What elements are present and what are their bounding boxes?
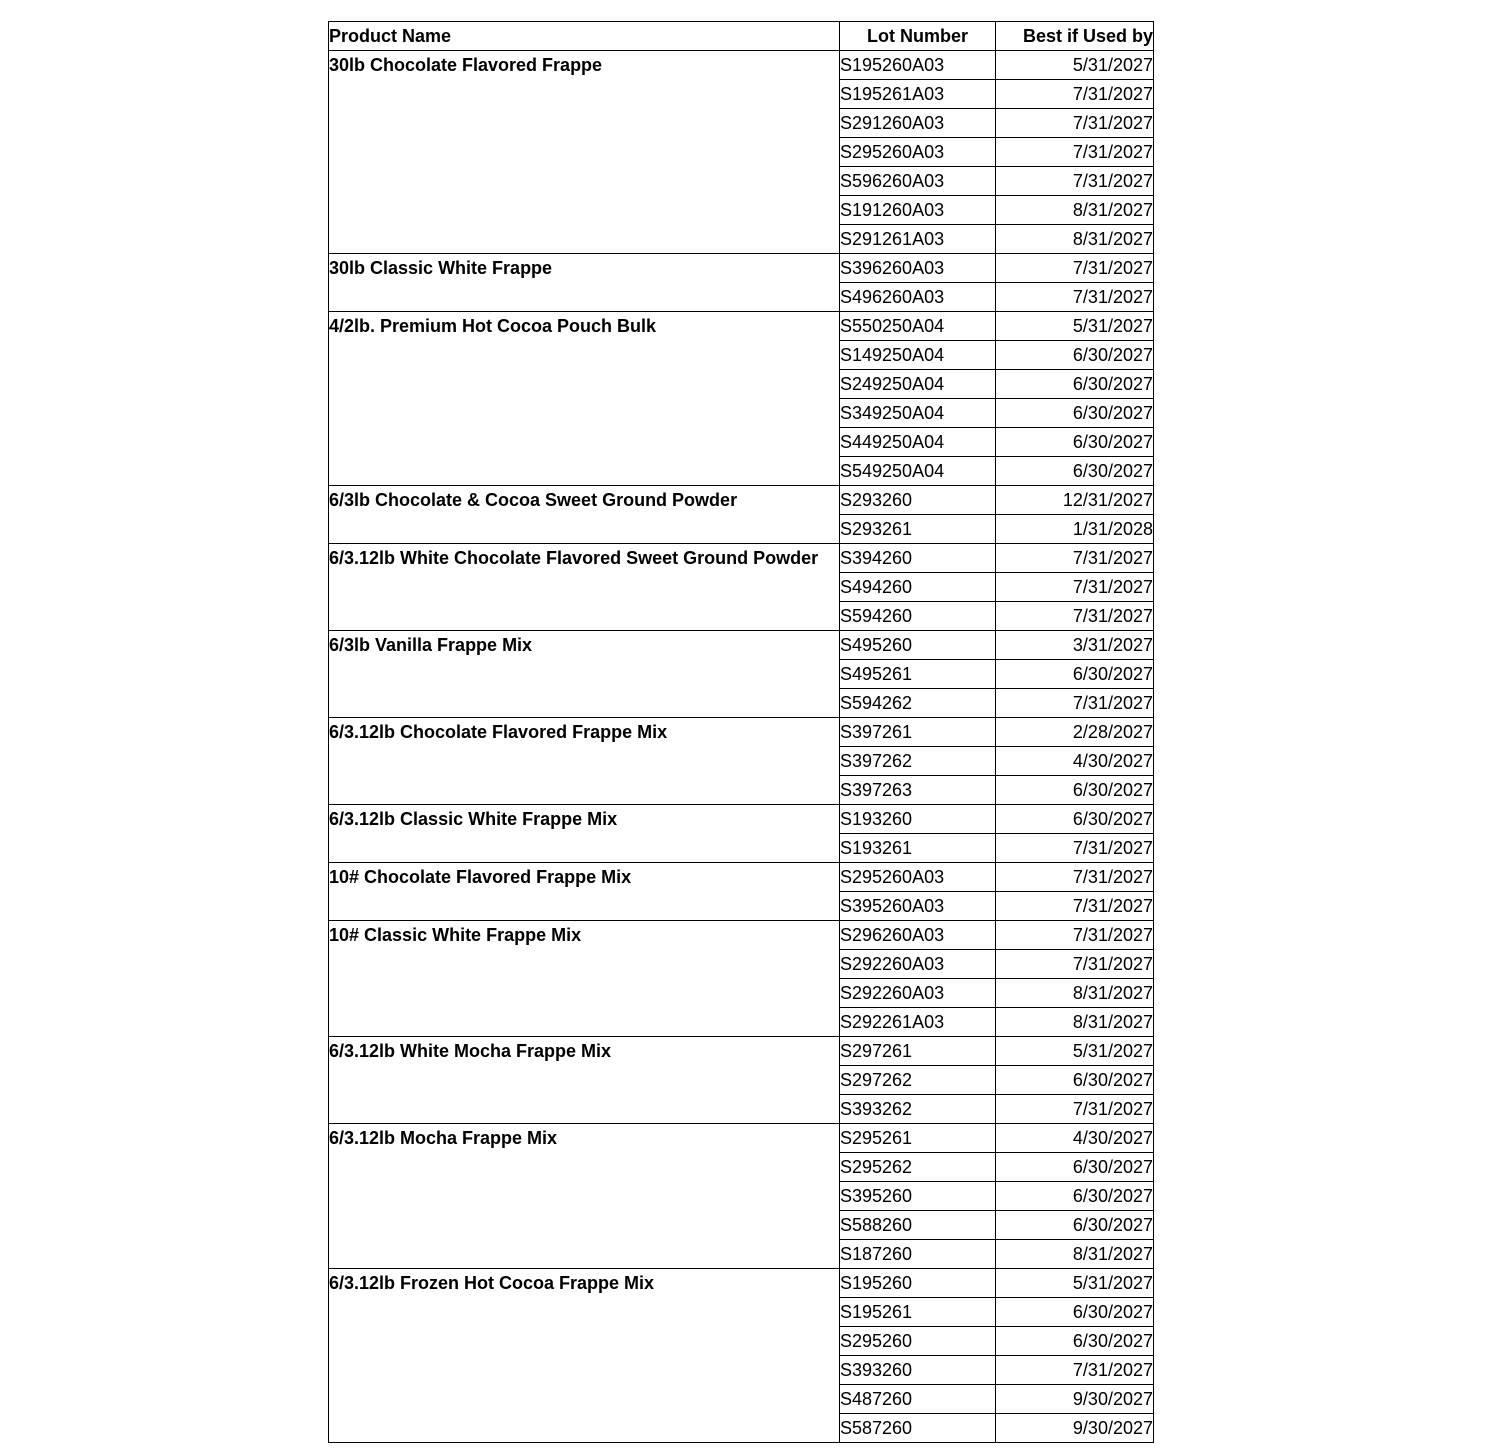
product-name-cell: 6/3.12lb Classic White Frappe Mix [329, 805, 840, 863]
best-by-date-cell: 6/30/2027 [996, 805, 1154, 834]
best-by-date-cell: 2/28/2027 [996, 718, 1154, 747]
best-by-date-cell: 1/31/2028 [996, 515, 1154, 544]
best-by-date-cell: 7/31/2027 [996, 283, 1154, 312]
best-by-date-cell: 7/31/2027 [996, 109, 1154, 138]
best-by-date-cell: 6/30/2027 [996, 1298, 1154, 1327]
lot-number-cell: S549250A04 [840, 457, 996, 486]
best-by-date-cell: 12/31/2027 [996, 486, 1154, 515]
table-row [329, 1269, 1154, 1298]
best-by-date-cell: 6/30/2027 [996, 1182, 1154, 1211]
recall-lot-table [328, 21, 1154, 1443]
best-by-date-cell: 7/31/2027 [996, 167, 1154, 196]
lot-number-cell: S487260 [840, 1385, 996, 1414]
lot-number-cell: S295262 [840, 1153, 996, 1182]
lot-number-cell: S292260A03 [840, 979, 996, 1008]
table-row [329, 1124, 1154, 1153]
lot-number-cell: S195261A03 [840, 80, 996, 109]
lot-number-cell: S193260 [840, 805, 996, 834]
header-lot-number: Lot Number [840, 22, 996, 51]
best-by-date-cell: 8/31/2027 [996, 1240, 1154, 1269]
best-by-date-cell: 7/31/2027 [996, 892, 1154, 921]
best-by-date-cell: 6/30/2027 [996, 370, 1154, 399]
best-by-date-cell: 7/31/2027 [996, 1095, 1154, 1124]
product-name-cell: 4/2lb. Premium Hot Cocoa Pouch Bulk [329, 312, 840, 486]
lot-number-cell: S293260 [840, 486, 996, 515]
best-by-date-cell: 7/31/2027 [996, 138, 1154, 167]
lot-number-cell: S187260 [840, 1240, 996, 1269]
lot-number-cell: S296260A03 [840, 921, 996, 950]
lot-number-cell: S495261 [840, 660, 996, 689]
best-by-date-cell: 6/30/2027 [996, 457, 1154, 486]
best-by-date-cell: 4/30/2027 [996, 1124, 1154, 1153]
best-by-date-cell: 6/30/2027 [996, 660, 1154, 689]
lot-number-cell: S291261A03 [840, 225, 996, 254]
lot-number-cell: S596260A03 [840, 167, 996, 196]
lot-number-cell: S195261 [840, 1298, 996, 1327]
lot-number-cell: S249250A04 [840, 370, 996, 399]
lot-number-cell: S397261 [840, 718, 996, 747]
lot-number-cell: S395260A03 [840, 892, 996, 921]
lot-number-cell: S397262 [840, 747, 996, 776]
best-by-date-cell: 3/31/2027 [996, 631, 1154, 660]
table-row [329, 863, 1154, 892]
product-name-cell: 6/3.12lb Frozen Hot Cocoa Frappe Mix [329, 1269, 840, 1443]
lot-number-cell: S191260A03 [840, 196, 996, 225]
best-by-date-cell: 6/30/2027 [996, 341, 1154, 370]
lot-number-cell: S297261 [840, 1037, 996, 1066]
best-by-date-cell: 6/30/2027 [996, 1211, 1154, 1240]
best-by-date-cell: 7/31/2027 [996, 863, 1154, 892]
table-row [329, 51, 1154, 80]
lot-number-cell: S295261 [840, 1124, 996, 1153]
table-row [329, 486, 1154, 515]
lot-number-cell: S588260 [840, 1211, 996, 1240]
product-name-cell: 6/3lb Chocolate & Cocoa Sweet Ground Powder [329, 486, 840, 544]
product-name-cell: 6/3.12lb Mocha Frappe Mix [329, 1124, 840, 1269]
lot-number-cell: S396260A03 [840, 254, 996, 283]
best-by-date-cell: 7/31/2027 [996, 921, 1154, 950]
lot-number-cell: S291260A03 [840, 109, 996, 138]
best-by-date-cell: 6/30/2027 [996, 776, 1154, 805]
best-by-date-cell: 6/30/2027 [996, 1153, 1154, 1182]
best-by-date-cell: 7/31/2027 [996, 1356, 1154, 1385]
lot-number-cell: S587260 [840, 1414, 996, 1443]
product-name-cell: 6/3.12lb White Mocha Frappe Mix [329, 1037, 840, 1124]
best-by-date-cell: 4/30/2027 [996, 747, 1154, 776]
lot-number-cell: S195260A03 [840, 51, 996, 80]
table-row [329, 312, 1154, 341]
lot-number-cell: S193261 [840, 834, 996, 863]
best-by-date-cell: 7/31/2027 [996, 254, 1154, 283]
table-row [329, 631, 1154, 660]
table-row [329, 921, 1154, 950]
product-name-cell: 10# Chocolate Flavored Frappe Mix [329, 863, 840, 921]
product-name-cell: 10# Classic White Frappe Mix [329, 921, 840, 1037]
best-by-date-cell: 6/30/2027 [996, 1327, 1154, 1356]
header-row [329, 22, 1154, 51]
lot-number-cell: S349250A04 [840, 399, 996, 428]
lot-number-cell: S495260 [840, 631, 996, 660]
product-name-cell: 6/3lb Vanilla Frappe Mix [329, 631, 840, 718]
best-by-date-cell: 8/31/2027 [996, 1008, 1154, 1037]
header-best-if-used-by: Best if Used by [996, 22, 1154, 51]
header-product-name: Product Name [329, 22, 840, 51]
table-row [329, 718, 1154, 747]
lot-number-cell: S293261 [840, 515, 996, 544]
lot-number-cell: S295260A03 [840, 863, 996, 892]
best-by-date-cell: 7/31/2027 [996, 689, 1154, 718]
product-name-cell: 30lb Chocolate Flavored Frappe [329, 51, 840, 254]
best-by-date-cell: 7/31/2027 [996, 573, 1154, 602]
table-row [329, 254, 1154, 283]
lot-number-cell: S292261A03 [840, 1008, 996, 1037]
lot-number-cell: S397263 [840, 776, 996, 805]
lot-number-cell: S295260A03 [840, 138, 996, 167]
best-by-date-cell: 7/31/2027 [996, 950, 1154, 979]
best-by-date-cell: 6/30/2027 [996, 428, 1154, 457]
lot-number-cell: S149250A04 [840, 341, 996, 370]
best-by-date-cell: 9/30/2027 [996, 1414, 1154, 1443]
best-by-date-cell: 7/31/2027 [996, 80, 1154, 109]
best-by-date-cell: 5/31/2027 [996, 51, 1154, 80]
lot-number-cell: S295260 [840, 1327, 996, 1356]
best-by-date-cell: 8/31/2027 [996, 979, 1154, 1008]
table-header [329, 22, 1154, 51]
best-by-date-cell: 7/31/2027 [996, 544, 1154, 573]
lot-number-cell: S393262 [840, 1095, 996, 1124]
best-by-date-cell: 7/31/2027 [996, 602, 1154, 631]
table-body [329, 51, 1154, 1443]
best-by-date-cell: 6/30/2027 [996, 399, 1154, 428]
table-row [329, 1037, 1154, 1066]
lot-number-cell: S449250A04 [840, 428, 996, 457]
lot-number-cell: S195260 [840, 1269, 996, 1298]
lot-number-cell: S594260 [840, 602, 996, 631]
lot-number-cell: S292260A03 [840, 950, 996, 979]
best-by-date-cell: 5/31/2027 [996, 1037, 1154, 1066]
lot-number-cell: S494260 [840, 573, 996, 602]
best-by-date-cell: 7/31/2027 [996, 834, 1154, 863]
best-by-date-cell: 6/30/2027 [996, 1066, 1154, 1095]
table-row [329, 805, 1154, 834]
lot-number-cell: S393260 [840, 1356, 996, 1385]
best-by-date-cell: 8/31/2027 [996, 225, 1154, 254]
best-by-date-cell: 5/31/2027 [996, 1269, 1154, 1298]
product-name-cell: 30lb Classic White Frappe [329, 254, 840, 312]
lot-number-cell: S395260 [840, 1182, 996, 1211]
lot-number-cell: S297262 [840, 1066, 996, 1095]
table-row [329, 544, 1154, 573]
lot-number-cell: S496260A03 [840, 283, 996, 312]
best-by-date-cell: 9/30/2027 [996, 1385, 1154, 1414]
best-by-date-cell: 5/31/2027 [996, 312, 1154, 341]
lot-number-cell: S550250A04 [840, 312, 996, 341]
lot-number-cell: S394260 [840, 544, 996, 573]
product-name-cell: 6/3.12lb White Chocolate Flavored Sweet Ground Powder [329, 544, 840, 631]
best-by-date-cell: 8/31/2027 [996, 196, 1154, 225]
product-name-cell: 6/3.12lb Chocolate Flavored Frappe Mix [329, 718, 840, 805]
lot-number-cell: S594262 [840, 689, 996, 718]
